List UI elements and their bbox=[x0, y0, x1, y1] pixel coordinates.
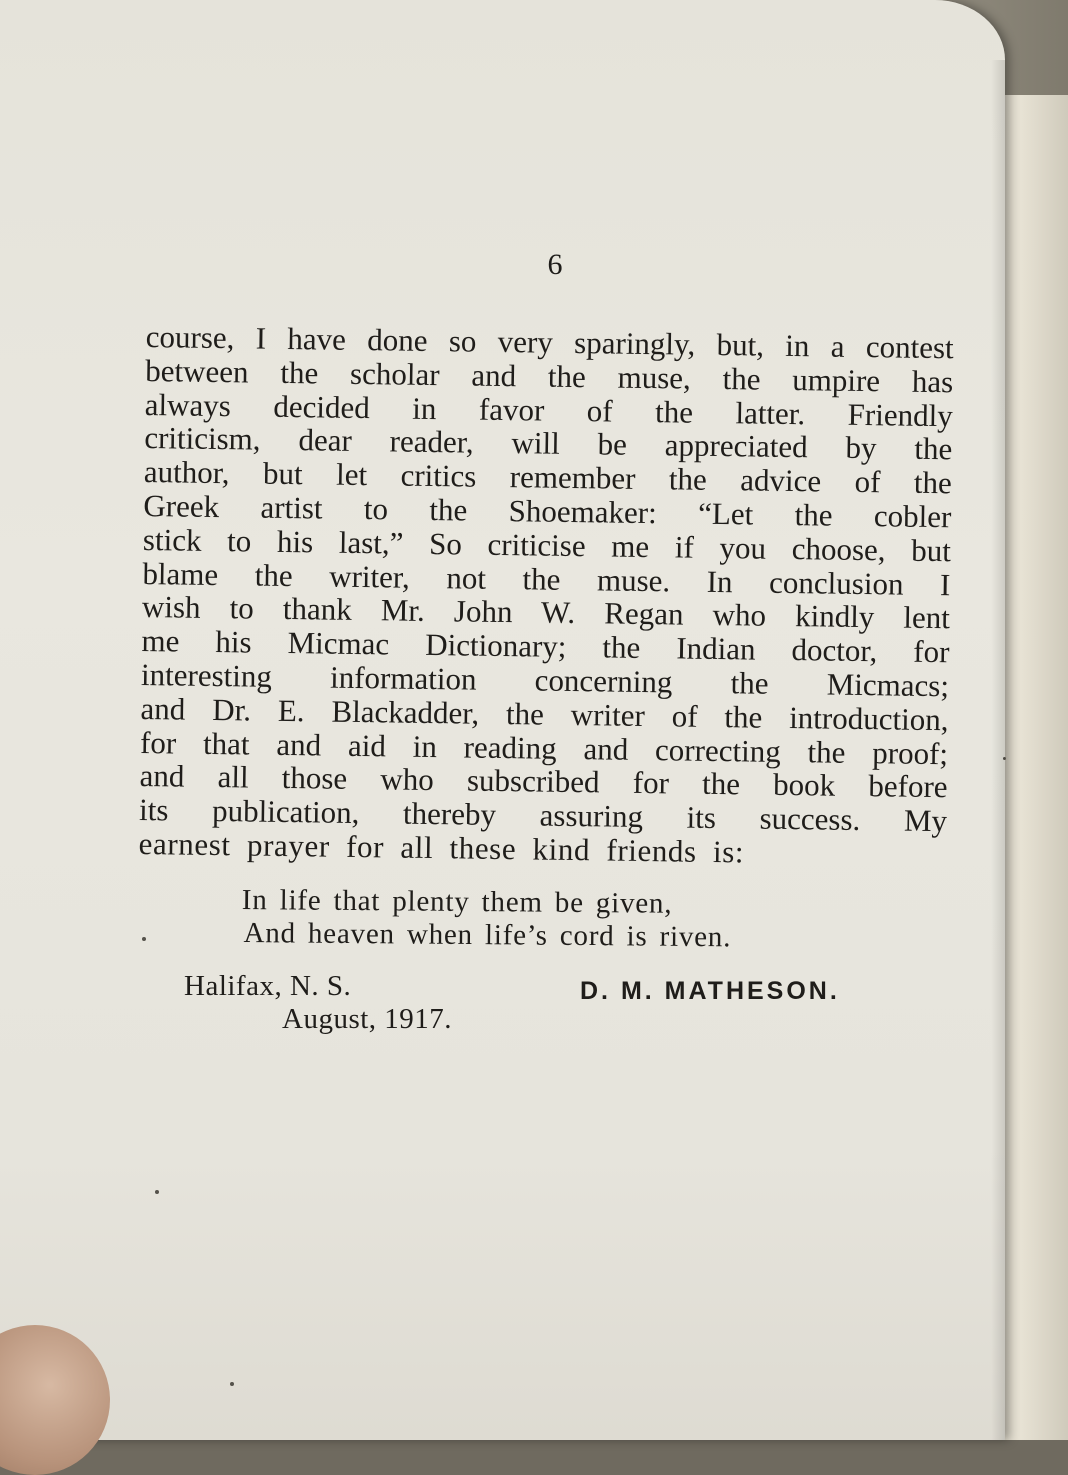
text-line: blame the writer, not the muse. In conclusion I bbox=[142, 555, 951, 602]
paper-speck bbox=[155, 1190, 159, 1194]
text-line: stick to his last,” So criticise me if you choose, but bbox=[142, 521, 952, 569]
verse-line: And heaven when life’s cord is riven. bbox=[243, 917, 732, 954]
text-line: wish to thank Mr. John W. Regan who kindly lent bbox=[141, 589, 951, 636]
text-line: criticism, dear reader, will be appreciated by the bbox=[144, 420, 953, 467]
body-paragraph bbox=[138, 320, 953, 872]
place-text: Halifax, N. S. bbox=[184, 970, 352, 1002]
paper-speck bbox=[1003, 757, 1006, 760]
paper-speck bbox=[142, 937, 146, 941]
date-text: August, 1917. bbox=[282, 1003, 453, 1035]
text-line: for that and aid in reading and correcting the proof; bbox=[139, 724, 949, 771]
text-line: course, I have done so very sparingly, but, in a contest bbox=[145, 319, 954, 366]
paper-speck bbox=[230, 1382, 234, 1386]
place-and-date bbox=[184, 970, 452, 1036]
text-line: and Dr. E. Blackadder, the writer of the introduction, bbox=[140, 690, 949, 738]
text-line: its publication, thereby assuring its success. My bbox=[138, 792, 948, 839]
verse-couplet bbox=[241, 884, 731, 954]
text-line: Greek artist to the Shoemaker: “Let the cobler bbox=[143, 487, 952, 535]
text-line: between the scholar and the muse, the umpire has bbox=[145, 352, 954, 400]
text-line: earnest prayer for all these kind friends is: bbox=[138, 825, 745, 870]
text-line: always decided in favor of the latter. Friendly bbox=[144, 386, 953, 433]
text-line: author, but let critics remember the advice of the bbox=[143, 454, 953, 501]
page-number: 6 bbox=[547, 248, 563, 281]
verse-line: In life that plenty them be given, bbox=[241, 884, 673, 920]
text-line: me his Micmac Dictionary; the Indian doctor, for bbox=[141, 623, 950, 670]
text-line: and all those who subscribed for the book before bbox=[139, 758, 948, 805]
text-line: interesting information concerning the Micmacs; bbox=[140, 656, 950, 704]
author-signature: D. M. MATHESON. bbox=[580, 977, 840, 1005]
